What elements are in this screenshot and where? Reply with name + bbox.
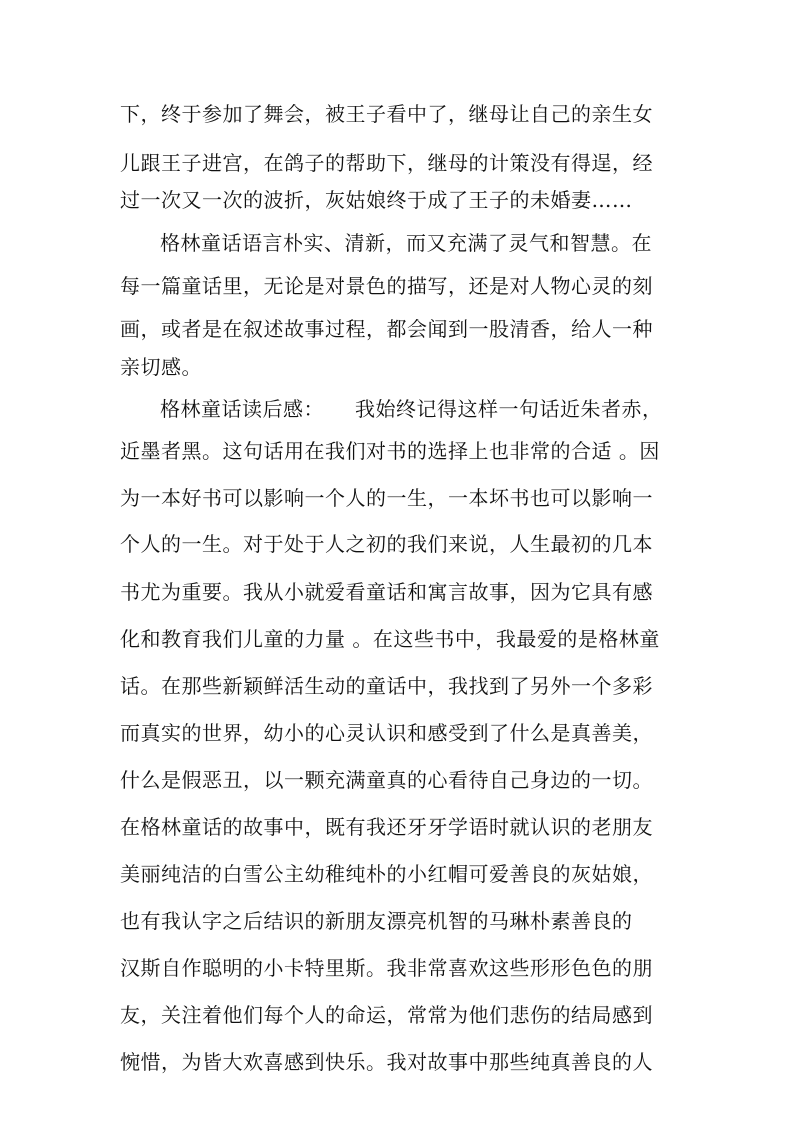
paragraph-start-line: 格林童话语言朴实、清新，而又充满了灵气和智慧。在 — [160, 231, 652, 255]
text-line: 惋惜，为皆大欢喜感到快乐。我对故事中那些纯真善良的人 — [120, 1050, 653, 1074]
text-line: 书尤为重要。我从小就爱看童话和寓言故事，因为它具有感 — [120, 580, 653, 604]
text-line: 个人的一生。对于处于人之初的我们来说，人生最初的几本 — [120, 532, 653, 556]
text-line: 化和教育我们儿童的力量 。在这些书中，我最爱的是格林童 — [120, 627, 660, 651]
text-line: 近墨者黑。这句话用在我们对书的选择上也非常的合适 。因 — [120, 439, 660, 463]
text-line: 在格林童话的故事中，既有我还牙牙学语时就认识的老朋友 — [120, 815, 653, 839]
text-line: 为一本好书可以影响一个人的一生，一本坏书也可以影响一 — [120, 486, 653, 510]
text-line: 亲切感。 — [120, 355, 202, 379]
text-line: 过一次又一次的波折，灰姑娘终于成了王子的未婚妻…… — [120, 188, 633, 212]
text-line: 汉斯自作聪明的小卡特里斯。我非常喜欢这些形形色色的朋 — [120, 956, 653, 980]
text-line: 儿跟王子进宫，在鸽子的帮助下，继母的计策没有得逞，经 — [120, 151, 653, 175]
text-line: 美丽纯洁的白雪公主幼稚纯朴的小红帽可爱善良的灰姑娘， — [120, 862, 653, 886]
text-line: 而真实的世界，幼小的心灵认识和感受到了什么是真善美， — [120, 721, 653, 745]
paragraph-start-line: 格林童话读后感： 我始终记得这样一句话近朱者赤， — [160, 397, 663, 421]
text-line: 每一篇童话里，无论是对景色的描写，还是对人物心灵的刻 — [120, 274, 653, 298]
text-line: 也有我认字之后结识的新朋友漂亮机智的马琳朴素善良的 — [120, 909, 633, 933]
text-line: 画，或者是在叙述故事过程，都会闻到一股清香，给人一种 — [120, 317, 653, 341]
text-line: 什么是假恶丑，以一颗充满童真的心看待自己身边的一切。 — [120, 768, 653, 792]
text-line: 下，终于参加了舞会，被王子看中了，继母让自己的亲生女 — [120, 102, 653, 126]
text-line: 友，关注着他们每个人的命运，常常为他们悲伤的结局感到 — [120, 1003, 653, 1027]
text-line: 话。在那些新颖鲜活生动的童话中，我找到了另外一个多彩 — [120, 674, 653, 698]
